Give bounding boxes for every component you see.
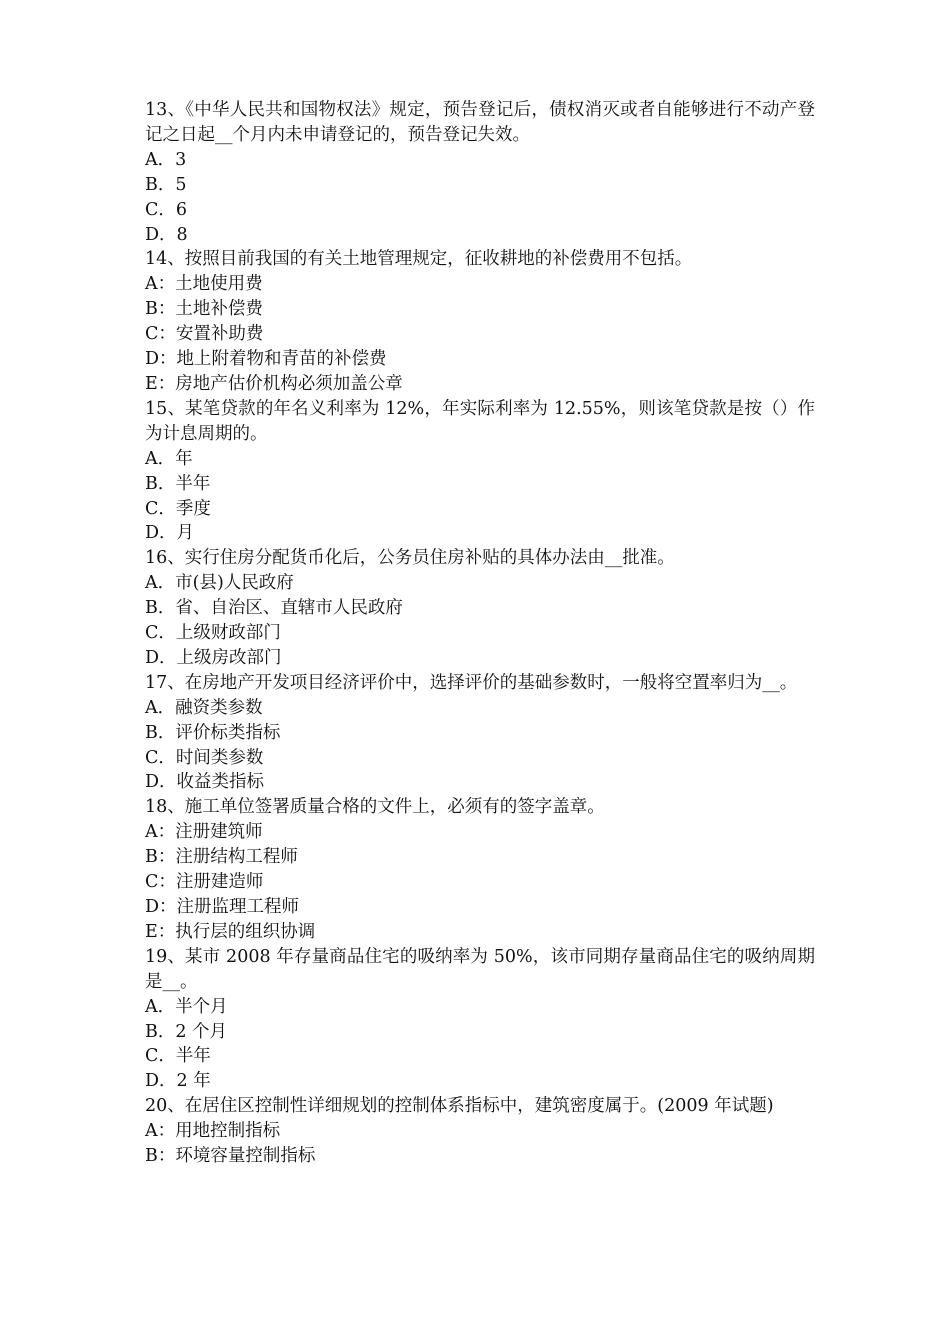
option-b: B：环境容量控制指标 — [145, 1146, 316, 1167]
question-text: 20、在居住区控制性详细规划的控制体系指标中，建筑密度属于。(2009 年试题) — [145, 1096, 774, 1117]
option-a: A．半个月 — [145, 996, 228, 1017]
option-b: B：注册结构工程师 — [145, 847, 298, 868]
question-14 — [145, 247, 815, 396]
option-c: C．上级财政部门 — [145, 623, 281, 644]
option-d: D．8 — [145, 224, 188, 245]
question-13 — [145, 98, 815, 247]
option-c: C．半年 — [145, 1046, 211, 1067]
option-a: A．融资类参数 — [145, 697, 263, 718]
question-text: 16、实行住房分配货币化后，公务员住房补贴的具体办法由__批准。 — [145, 548, 675, 569]
option-a: A．年 — [145, 448, 193, 469]
question-list — [145, 98, 815, 1169]
option-b: B．省、自治区、直辖市人民政府 — [145, 598, 403, 619]
question-text: 18、施工单位签署质量合格的文件上，必须有的签字盖章。 — [145, 797, 605, 818]
option-b: B．5 — [145, 174, 187, 195]
option-d: D：注册监理工程师 — [145, 897, 300, 917]
option-a: A：注册建筑师 — [145, 822, 263, 843]
option-a: A：用地控制指标 — [145, 1121, 281, 1142]
question-19 — [145, 945, 815, 1094]
question-16 — [145, 546, 815, 671]
question-15 — [145, 397, 815, 546]
option-c: C．6 — [145, 199, 188, 220]
option-b: B．评价标类指标 — [145, 722, 281, 743]
option-c: C．时间类参数 — [145, 747, 264, 768]
question-18 — [145, 795, 815, 944]
option-e: E：执行层的组织协调 — [145, 921, 316, 942]
option-d: D：地上附着物和青苗的补偿费 — [145, 349, 387, 370]
question-text: 15、某笔贷款的年名义利率为 12%，年实际利率为 12.55%，则该笔贷款是按（）作为计息周期的。 — [145, 398, 815, 444]
option-d: D．月 — [145, 523, 195, 544]
question-17 — [145, 671, 815, 796]
question-text: 17、在房地产开发项目经济评价中，选择评价的基础参数时，一般将空置率归为__。 — [145, 672, 798, 693]
question-text: 14、按照目前我国的有关土地管理规定，征收耕地的补偿费用不包括。 — [145, 249, 693, 270]
option-c: C：注册建造师 — [145, 872, 264, 893]
option-d: D．2 年 — [145, 1071, 211, 1092]
option-a: A：土地使用费 — [145, 274, 263, 295]
option-e: E：房地产估价机构必须加盖公章 — [145, 373, 403, 394]
option-b: B．2 个月 — [145, 1021, 228, 1042]
question-20 — [145, 1094, 815, 1169]
option-b: B：土地补偿费 — [145, 299, 263, 320]
question-text: 19、某市 2008 年存量商品住宅的吸纳率为 50%，该市同期存量商品住宅的吸纳周期是__。 — [145, 946, 815, 992]
option-c: C．季度 — [145, 498, 211, 519]
question-text: 13、《中华人民共和国物权法》规定，预告登记后，债权消灭或者自能够进行不动产登记之日起__个月内未申请登记的，预告登记失效。 — [145, 100, 815, 145]
option-a: A．3 — [145, 149, 187, 170]
option-d: D．上级房改部门 — [145, 647, 282, 668]
option-b: B．半年 — [145, 473, 211, 494]
option-d: D．收益类指标 — [145, 772, 265, 793]
option-a: A．市(县)人民政府 — [145, 573, 294, 594]
option-c: C：安置补助费 — [145, 324, 264, 345]
